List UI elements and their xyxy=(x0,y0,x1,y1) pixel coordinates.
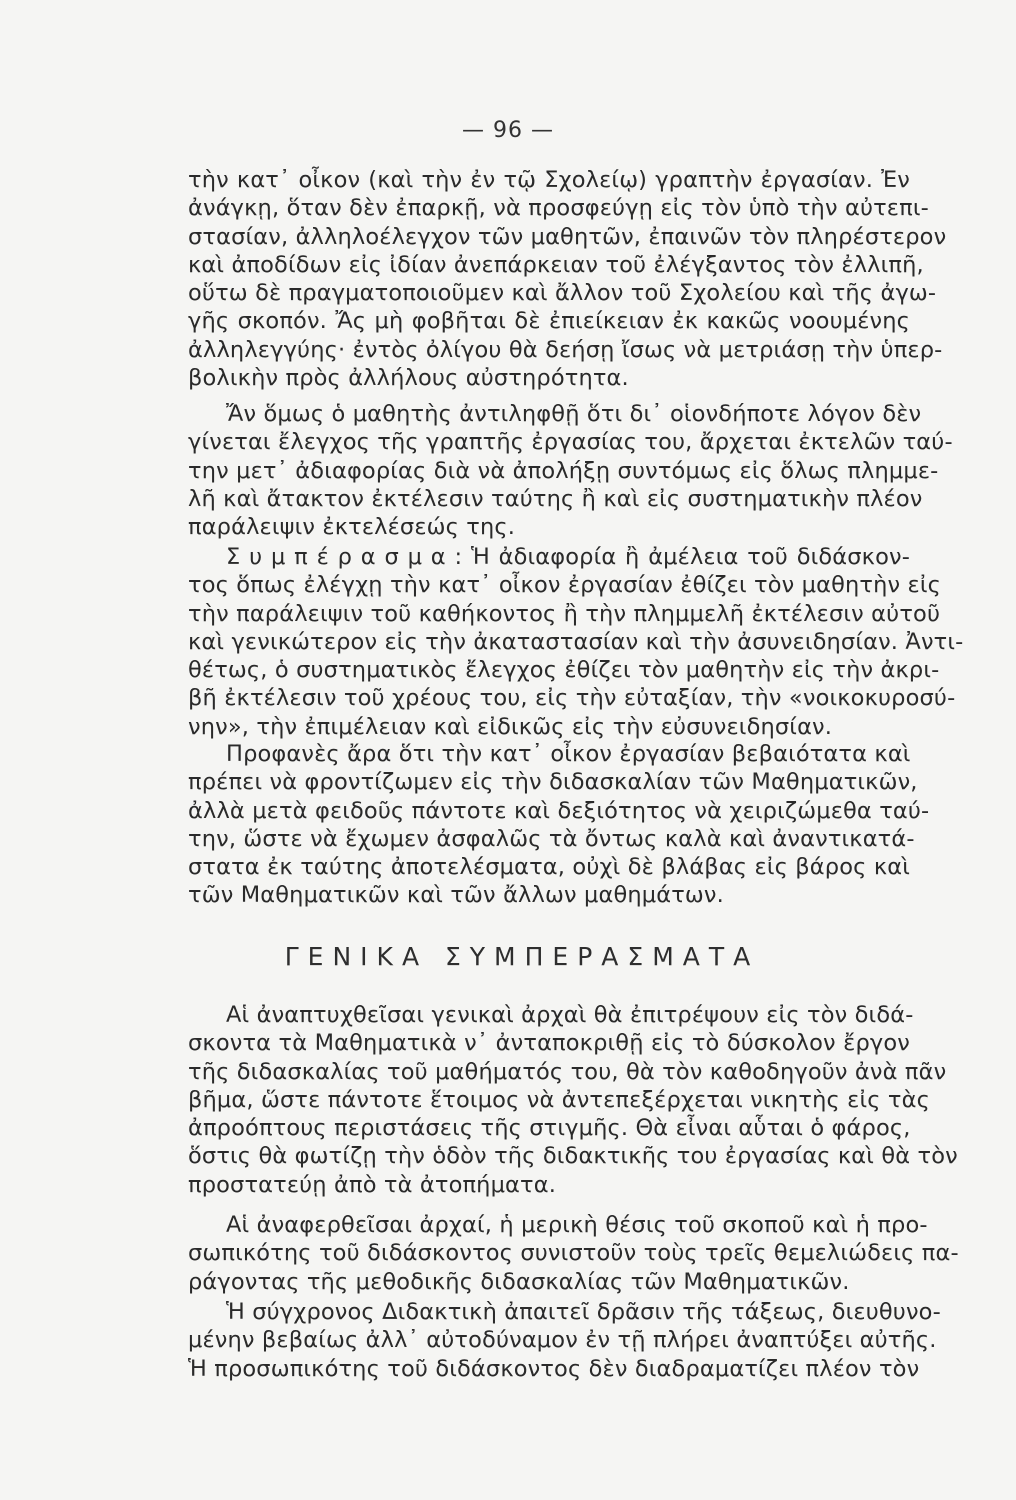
text-line: καὶ ἀποδίδων εἰς ἰδίαν ἀνεπάρκειαν τοῦ ἐλέγξαντος τὸν ἐλλιπῆ, xyxy=(188,251,924,278)
text-line: ἀλληλεγγύης· ἐντὸς ὀλίγου θὰ δεήσῃ ἴσως νὰ μετριάσῃ τὴν ὑπερ- xyxy=(188,336,943,363)
text-line: νην», τὴν ἐπιμέλειαν καὶ εἰδικῶς εἰς τὴν εὐσυνειδησίαν. xyxy=(188,713,833,740)
text-line: ὅστις θὰ φωτίζῃ τὴν ὁδὸν τῆς διδακτικῆς του ἐργασίας καὶ θὰ τὸν xyxy=(188,1143,958,1170)
text-line: τῶν Μαθηματικῶν καὶ τῶν ἄλλων μαθημάτων. xyxy=(188,882,724,909)
text-line: στατα ἐκ ταύτης ἀποτελέσματα, οὐχὶ δὲ βλάβας εἰς βάρος καὶ xyxy=(188,854,910,881)
paragraph xyxy=(188,166,947,392)
text-line: πρέπει νὰ φροντίζωμεν εἰς τὴν διδασκαλίαν τῶν Μαθηματικῶν, xyxy=(188,769,918,796)
text-line: τος ὅπως ἐλέγχῃ τὴν κατ᾽ οἶκον ἐργασίαν ἐθίζει τὸν μαθητὴν εἰς xyxy=(188,572,941,599)
text-line: ἀπροόπτους περιστάσεις τῆς στιγμῆς. Θὰ εἶναι αὗται ὁ φάρος, xyxy=(188,1115,911,1142)
text-line: σκοντα τὰ Μαθηματικὰ ν᾽ ἀνταποκριθῇ εἰς τὸ δύσκολον ἔργον xyxy=(188,1030,910,1057)
text-line: την μετ᾽ ἀδιαφορίας διὰ νὰ ἀπολήξῃ συντόμως εἰς ὅλως πλημμε- xyxy=(188,457,939,484)
paragraph xyxy=(188,740,930,910)
section-heading: ΓΕΝΙΚΑ ΣΥΜΠΕΡΑΣΜΑΤΑ xyxy=(284,942,760,971)
text-line: καὶ γενικώτερον εἰς τὴν ἀκαταστασίαν καὶ τὴν ἀσυνειδησίαν. Ἀντι- xyxy=(188,628,964,655)
text-line: Ἄν ὅμως ὁ μαθητὴς ἀντιληφθῇ ὅτι δι᾽ οἱονδήποτε λόγον δὲν xyxy=(226,401,922,427)
page-number: — 96 — xyxy=(462,118,554,143)
paragraph xyxy=(188,1001,958,1199)
paragraph xyxy=(188,400,953,541)
text-line: γῆς σκοπόν. Ἄς μὴ φοβῆται δὲ ἐπιείκειαν ἐκ κακῶς νοουμένης xyxy=(188,308,910,335)
text-line: Ἡ προσωπικότης τοῦ διδάσκοντος δὲν διαδραματίζει πλέον τὸν xyxy=(188,1355,920,1382)
text-line: γίνεται ἔλεγχος τῆς γραπτῆς ἐργασίας του, ἄρχεται ἐκτελῶν ταύ- xyxy=(188,429,953,456)
text-line: ἀλλὰ μετὰ φειδοῦς πάντοτε καὶ δεξιότητος νὰ χειριζώμεθα ταύ- xyxy=(188,797,930,824)
text-line: βῆ ἐκτέλεσιν τοῦ χρέους του, εἰς τὴν εὐταξίαν, τὴν «νοικοκυροσύ- xyxy=(188,685,956,712)
text-line: προστατεύῃ ἀπὸ τὰ ἀτοπήματα. xyxy=(188,1171,557,1198)
text-line: τὴν κατ᾽ οἶκον (καὶ τὴν ἐν τῷ Σχολείῳ) γραπτὴν ἐργασίαν. Ἐν xyxy=(188,167,910,193)
text-line: Σ υ μ π έ ρ α σ μ α : Ἡ ἀδιαφορία ἢ ἀμέλεια τοῦ διδάσκον- xyxy=(226,544,910,570)
text-line: στασίαν, ἀλληλοέλεγχον τῶν μαθητῶν, ἐπαινῶν τὸν πληρέστερον xyxy=(188,223,947,250)
text-line: την, ὥστε νὰ ἔχωμεν ἀσφαλῶς τὰ ὄντως καλὰ καὶ ἀναντικατά- xyxy=(188,825,915,852)
paragraph xyxy=(188,543,964,741)
text-line: οὕτω δὲ πραγματοποιοῦμεν καὶ ἄλλον τοῦ Σχολείου καὶ τῆς ἀγω- xyxy=(188,280,937,307)
text-line: μένην βεβαίως ἀλλ᾽ αὐτοδύναμον ἐν τῇ πλήρει ἀναπτύξει αὐτῆς. xyxy=(188,1327,937,1354)
text-line: σωπικότης τοῦ διδάσκοντος συνιστοῦν τοὺς τρεῖς θεμελιώδεις πα- xyxy=(188,1240,959,1267)
paragraph xyxy=(188,1211,959,1296)
paragraph xyxy=(188,1298,941,1383)
text-line: θέτως, ὁ συστηματικὸς ἔλεγχος ἐθίζει τὸν μαθητὴν εἰς τὴν ἀκρι- xyxy=(188,657,940,684)
text-line: Προφανὲς ἄρα ὅτι τὴν κατ᾽ οἶκον ἐργασίαν βεβαιότατα καὶ xyxy=(226,741,911,767)
text-line: Αἱ ἀναπτυχθεῖσαι γενικαὶ ἀρχαὶ θὰ ἐπιτρέψουν εἰς τὸν διδά- xyxy=(226,1002,914,1028)
text-line: ἀνάγκῃ, ὅταν δὲν ἐπαρκῇ, νὰ προσφεύγῃ εἰς τὸν ὑπὸ τὴν αὐτεπι- xyxy=(188,195,929,222)
text-line: τὴν παράλειψιν τοῦ καθήκοντος ἢ τὴν πλημμελῆ ἐκτέλεσιν αὐτοῦ xyxy=(188,600,941,627)
text-line: λῆ καὶ ἄτακτον ἐκτέλεσιν ταύτης ἢ καὶ εἰς συστηματικὴν πλέον xyxy=(188,485,923,512)
text-line: ράγοντας τῆς μεθοδικῆς διδασκαλίας τῶν Μαθηματικῶν. xyxy=(188,1268,850,1295)
text-line: τῆς διδασκαλίας τοῦ μαθήματός του, θὰ τὸν καθοδηγοῦν ἀνὰ πᾶν xyxy=(188,1058,947,1085)
text-line: Ἡ σύγχρονος Διδακτικὴ ἀπαιτεῖ δρᾶσιν τῆς τάξεως, διευθυνο- xyxy=(226,1299,941,1325)
text-line: βῆμα, ὥστε πάντοτε ἕτοιμος νὰ ἀντεπεξέρχεται νικητὴς εἰς τὰς xyxy=(188,1086,930,1113)
text-line: παράλειψιν ἐκτελέσεώς της. xyxy=(188,514,516,541)
text-line: βολικὴν πρὸς ἀλλήλους αὐστηρότητα. xyxy=(188,365,629,392)
text-line: Αἱ ἀναφερθεῖσαι ἀρχαί, ἡ μερικὴ θέσις τοῦ σκοποῦ καὶ ἡ προ- xyxy=(226,1212,928,1238)
